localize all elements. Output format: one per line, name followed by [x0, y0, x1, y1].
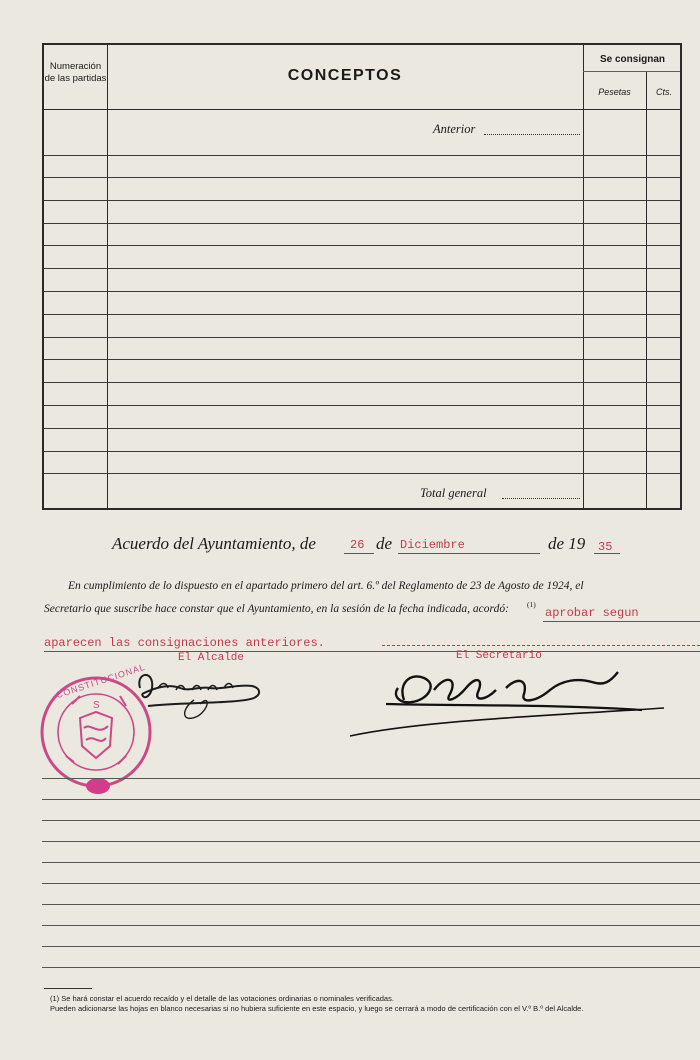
acuerdo-de: de — [376, 534, 393, 553]
table-row-rule — [44, 291, 680, 292]
table-row-rule — [44, 405, 680, 406]
typed-acuerdo-1: aprobar segun — [545, 606, 639, 620]
total-leader — [502, 498, 580, 499]
cts-header: Cts. — [655, 87, 672, 97]
table-row-rule — [44, 223, 680, 224]
ruled-line — [42, 883, 700, 884]
acuerdo-year-suffix: 35 — [598, 540, 613, 554]
conceptos-table — [42, 43, 682, 510]
table-row-rule — [44, 337, 680, 338]
table-row-rule — [44, 177, 680, 178]
column-divider — [107, 45, 108, 508]
ruled-line — [42, 862, 700, 863]
secretario-label: El Secretario — [456, 650, 542, 662]
column-divider — [583, 45, 584, 508]
ruled-line — [42, 799, 700, 800]
typed-dash-fill — [382, 645, 700, 646]
acuerdo-lead: Acuerdo del Ayuntamiento, de — [112, 534, 316, 553]
footnote-separator — [44, 988, 92, 989]
alcalde-label: El Alcalde — [178, 652, 245, 664]
ruled-line — [42, 946, 700, 947]
table-row-rule — [44, 428, 680, 429]
se-consignan-divider — [583, 71, 680, 72]
body-line-2: Secretario que suscribe hace constar que el Ayuntamiento, en la sesión de la fecha indicada, acordó: — [44, 603, 509, 615]
se-consignan-header: Se consignan — [599, 54, 665, 65]
ruled-line — [42, 778, 700, 779]
anterior-label: Anterior — [433, 122, 476, 136]
table-row-rule — [44, 451, 680, 452]
footnote-line-1: (1) Se hará constar el acuerdo recaído y el detalle de las votaciones ordinarias o nominales verificadas. — [50, 994, 394, 1003]
acuerdo-rule — [44, 651, 700, 652]
day-rule — [344, 553, 374, 554]
table-row-rule — [44, 382, 680, 383]
acuerdo-day: 26 — [350, 538, 365, 552]
table-row-rule — [44, 314, 680, 315]
acuerdo-rule — [543, 621, 700, 622]
ruled-line — [42, 925, 700, 926]
column-divider — [646, 72, 647, 508]
total-general-label: Total general — [420, 486, 487, 500]
body-line-1: En cumplimiento de lo dispuesto en el apartado primero del art. 6.º del Reglamento de 23 de Agosto de 1924, el — [68, 580, 584, 592]
table-row-rule — [44, 268, 680, 269]
ruled-line — [42, 841, 700, 842]
footnote-marker: (1) — [527, 600, 536, 609]
header-divider — [44, 109, 680, 110]
acuerdo-month: Diciembre — [400, 538, 465, 552]
month-rule — [398, 553, 540, 554]
table-row-rule — [44, 155, 680, 156]
seal-text: CONSTITUCIONAL — [54, 661, 147, 701]
table-row-rule — [44, 473, 680, 474]
conceptos-header: CONCEPTOS — [287, 67, 403, 84]
year-rule — [594, 553, 620, 554]
pesetas-header: Pesetas — [598, 87, 631, 97]
typed-acuerdo-2: aparecen las consignaciones anteriores. — [44, 636, 325, 650]
numeracion-header: Numeración de las partidas — [44, 61, 107, 84]
table-row-rule — [44, 359, 680, 360]
anterior-leader — [484, 134, 580, 135]
secretario-signature — [346, 660, 676, 740]
table-row-rule — [44, 245, 680, 246]
seal-initial: S — [93, 700, 100, 711]
table-row-rule — [44, 200, 680, 201]
acuerdo-year-prefix: de 19 — [548, 534, 586, 553]
ruled-line — [42, 967, 700, 968]
footnote-line-2: Pueden adicionarse las hojas en blanco necesarias si no hubiera suficiente en este espacio, y luego se cerrará a modo de certificación con el V.º B.º del Alcalde. — [50, 1004, 584, 1013]
ruled-line — [42, 820, 700, 821]
ruled-line — [42, 904, 700, 905]
